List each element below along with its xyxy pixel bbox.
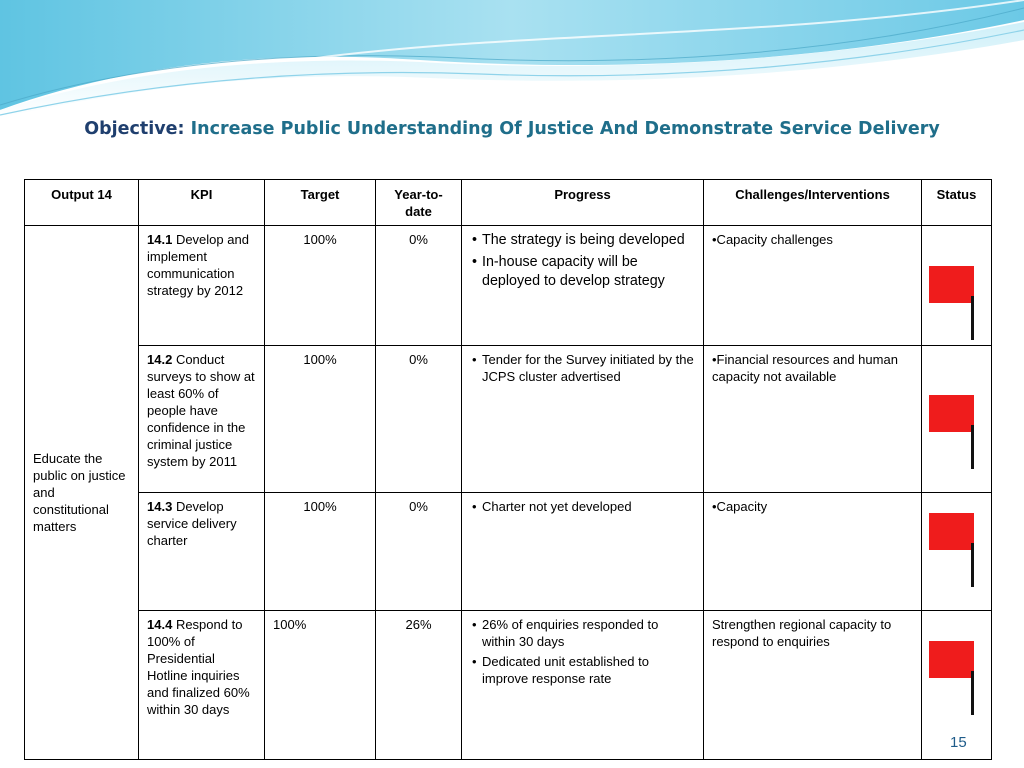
- header-year-to-date: Year-to-date: [376, 180, 462, 226]
- header-progress: Progress: [462, 180, 704, 226]
- progress-item: • The strategy is being developed: [470, 231, 695, 250]
- table-row: [25, 611, 992, 760]
- target-cell: 100%: [265, 611, 376, 760]
- header-status: Status: [922, 180, 992, 226]
- slide-number: 15: [950, 734, 967, 751]
- kpi-text: Develop service delivery charter: [147, 499, 237, 548]
- progress-cell: [462, 493, 704, 611]
- kpi-number: 14.1: [147, 232, 173, 247]
- table-row: [25, 346, 992, 493]
- progress-cell: [462, 226, 704, 346]
- header-target: Target: [265, 180, 376, 226]
- slide-title: [0, 119, 1024, 139]
- progress-item: • Charter not yet developed: [470, 498, 695, 515]
- kpi-text: Conduct surveys to show at least 60% of people have confidence in the criminal justice system by 2011: [147, 352, 255, 469]
- title-objective: Increase Public Understanding Of Justice And Demonstrate Service Delivery: [190, 119, 940, 139]
- target-cell: 100%: [265, 493, 376, 611]
- status-cell: [922, 493, 992, 611]
- progress-item: • Tender for the Survey initiated by the JCPS cluster advertised: [470, 351, 695, 385]
- progress-item: • 26% of enquiries responded to within 30 days: [470, 616, 695, 650]
- target-cell: 100%: [265, 226, 376, 346]
- kpi-text: Respond to 100% of Presidential Hotline inquiries and finalized 60% within 30 days: [147, 617, 250, 717]
- kpi-number: 14.4: [147, 617, 173, 632]
- kpi-number: 14.3: [147, 499, 173, 514]
- status-cell: [922, 226, 992, 346]
- kpi-text: Develop and implement communication strategy by 2012: [147, 232, 249, 298]
- header-kpi: KPI: [139, 180, 265, 226]
- ytd-cell: 0%: [376, 493, 462, 611]
- ytd-cell: 0%: [376, 226, 462, 346]
- kpi-cell: [139, 346, 265, 493]
- kpi-table: [24, 179, 992, 760]
- challenge-cell: •Financial resources and human capacity not available: [704, 346, 922, 493]
- kpi-cell: [139, 226, 265, 346]
- title-lead: Objective:: [84, 119, 185, 139]
- header-wave-banner: [0, 0, 1024, 120]
- challenge-cell: Strengthen regional capacity to respond to enquiries: [704, 611, 922, 760]
- output-cell: Educate the public on justice and constitutional matters: [25, 226, 139, 760]
- kpi-cell: [139, 493, 265, 611]
- header-output: Output 14: [25, 180, 139, 226]
- progress-cell: [462, 346, 704, 493]
- status-cell: [922, 346, 992, 493]
- progress-cell: [462, 611, 704, 760]
- progress-item: • In-house capacity will be deployed to develop strategy: [470, 253, 695, 291]
- progress-item: • Dedicated unit established to improve response rate: [470, 653, 695, 687]
- target-cell: 100%: [265, 346, 376, 493]
- table-header-row: [25, 180, 992, 226]
- kpi-cell: [139, 611, 265, 760]
- kpi-number: 14.2: [147, 352, 173, 367]
- ytd-cell: 26%: [376, 611, 462, 760]
- table-row: [25, 226, 992, 346]
- table-row: [25, 493, 992, 611]
- ytd-cell: 0%: [376, 346, 462, 493]
- header-challenges: Challenges/Interventions: [704, 180, 922, 226]
- challenge-cell: •Capacity challenges: [704, 226, 922, 346]
- challenge-cell: •Capacity: [704, 493, 922, 611]
